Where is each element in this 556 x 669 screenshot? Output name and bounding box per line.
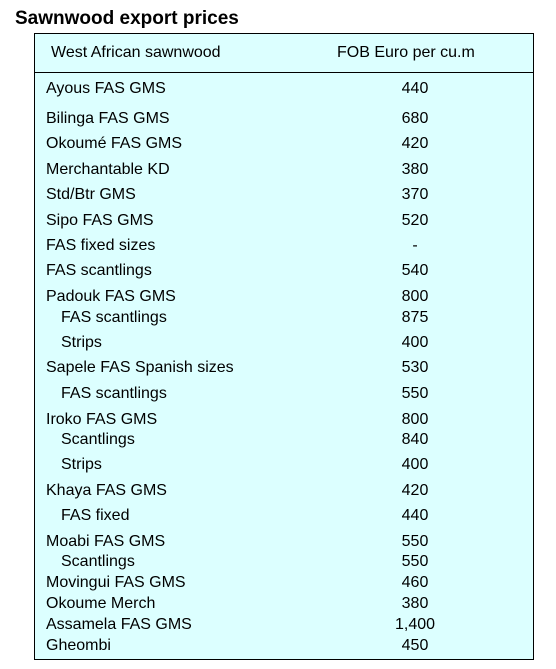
wood-name: Std/Btr GMS xyxy=(46,186,136,203)
wood-name: FAS scantlings xyxy=(61,385,167,402)
wood-name: Sapele FAS Spanish sizes xyxy=(46,359,234,376)
wood-name: FAS scantlings xyxy=(61,309,167,326)
wood-name: Moabi FAS GMS xyxy=(46,533,166,550)
wood-name: FAS fixed sizes xyxy=(46,237,156,254)
wood-price: 840 xyxy=(401,431,429,448)
wood-price: 380 xyxy=(401,595,429,612)
wood-name: Strips xyxy=(61,334,102,351)
wood-price: 530 xyxy=(401,359,429,376)
wood-price: 550 xyxy=(401,385,429,402)
column-header-price: FOB Euro per cu.m xyxy=(337,44,475,61)
wood-price: 380 xyxy=(401,161,429,178)
wood-price: 450 xyxy=(401,637,429,654)
wood-price: 400 xyxy=(401,334,429,351)
wood-name: Scantlings xyxy=(61,431,135,448)
wood-name: Padouk FAS GMS xyxy=(46,288,176,305)
wood-price: 440 xyxy=(401,80,429,97)
price-table xyxy=(34,33,534,660)
wood-name: Merchantable KD xyxy=(46,161,170,178)
wood-name: Movingui FAS GMS xyxy=(46,574,186,591)
wood-name: FAS scantlings xyxy=(46,262,152,279)
wood-name: Strips xyxy=(61,456,102,473)
wood-name: Iroko FAS GMS xyxy=(46,411,158,428)
wood-price: 875 xyxy=(401,309,429,326)
wood-price: 550 xyxy=(401,533,429,550)
wood-name: Assamela FAS GMS xyxy=(46,616,192,633)
wood-price: 520 xyxy=(401,212,429,229)
wood-price: 800 xyxy=(401,411,429,428)
wood-name: Okoumé FAS GMS xyxy=(46,135,183,152)
wood-price: 400 xyxy=(401,456,429,473)
wood-name: Scantlings xyxy=(61,553,135,570)
wood-price: 680 xyxy=(401,110,429,127)
wood-price: 460 xyxy=(401,574,429,591)
column-header-wood: West African sawnwood xyxy=(51,44,221,61)
wood-price: 800 xyxy=(401,288,429,305)
wood-price: 550 xyxy=(401,553,429,570)
wood-price: 1,400 xyxy=(394,616,436,633)
wood-price: 370 xyxy=(401,186,429,203)
wood-price: 420 xyxy=(401,482,429,499)
table-header xyxy=(35,34,533,73)
wood-name: Khaya FAS GMS xyxy=(46,482,167,499)
wood-price: 440 xyxy=(401,507,429,524)
wood-price: 420 xyxy=(401,135,429,152)
wood-name: Okoume Merch xyxy=(46,595,156,612)
wood-price: - xyxy=(412,237,418,254)
page-title: Sawnwood export prices xyxy=(15,8,239,29)
wood-name: Gheombi xyxy=(46,637,111,654)
wood-name: FAS fixed xyxy=(61,507,130,524)
wood-price: 540 xyxy=(401,262,429,279)
wood-name: Sipo FAS GMS xyxy=(46,212,154,229)
wood-name: Ayous FAS GMS xyxy=(46,80,166,97)
wood-name: Bilinga FAS GMS xyxy=(46,110,170,127)
